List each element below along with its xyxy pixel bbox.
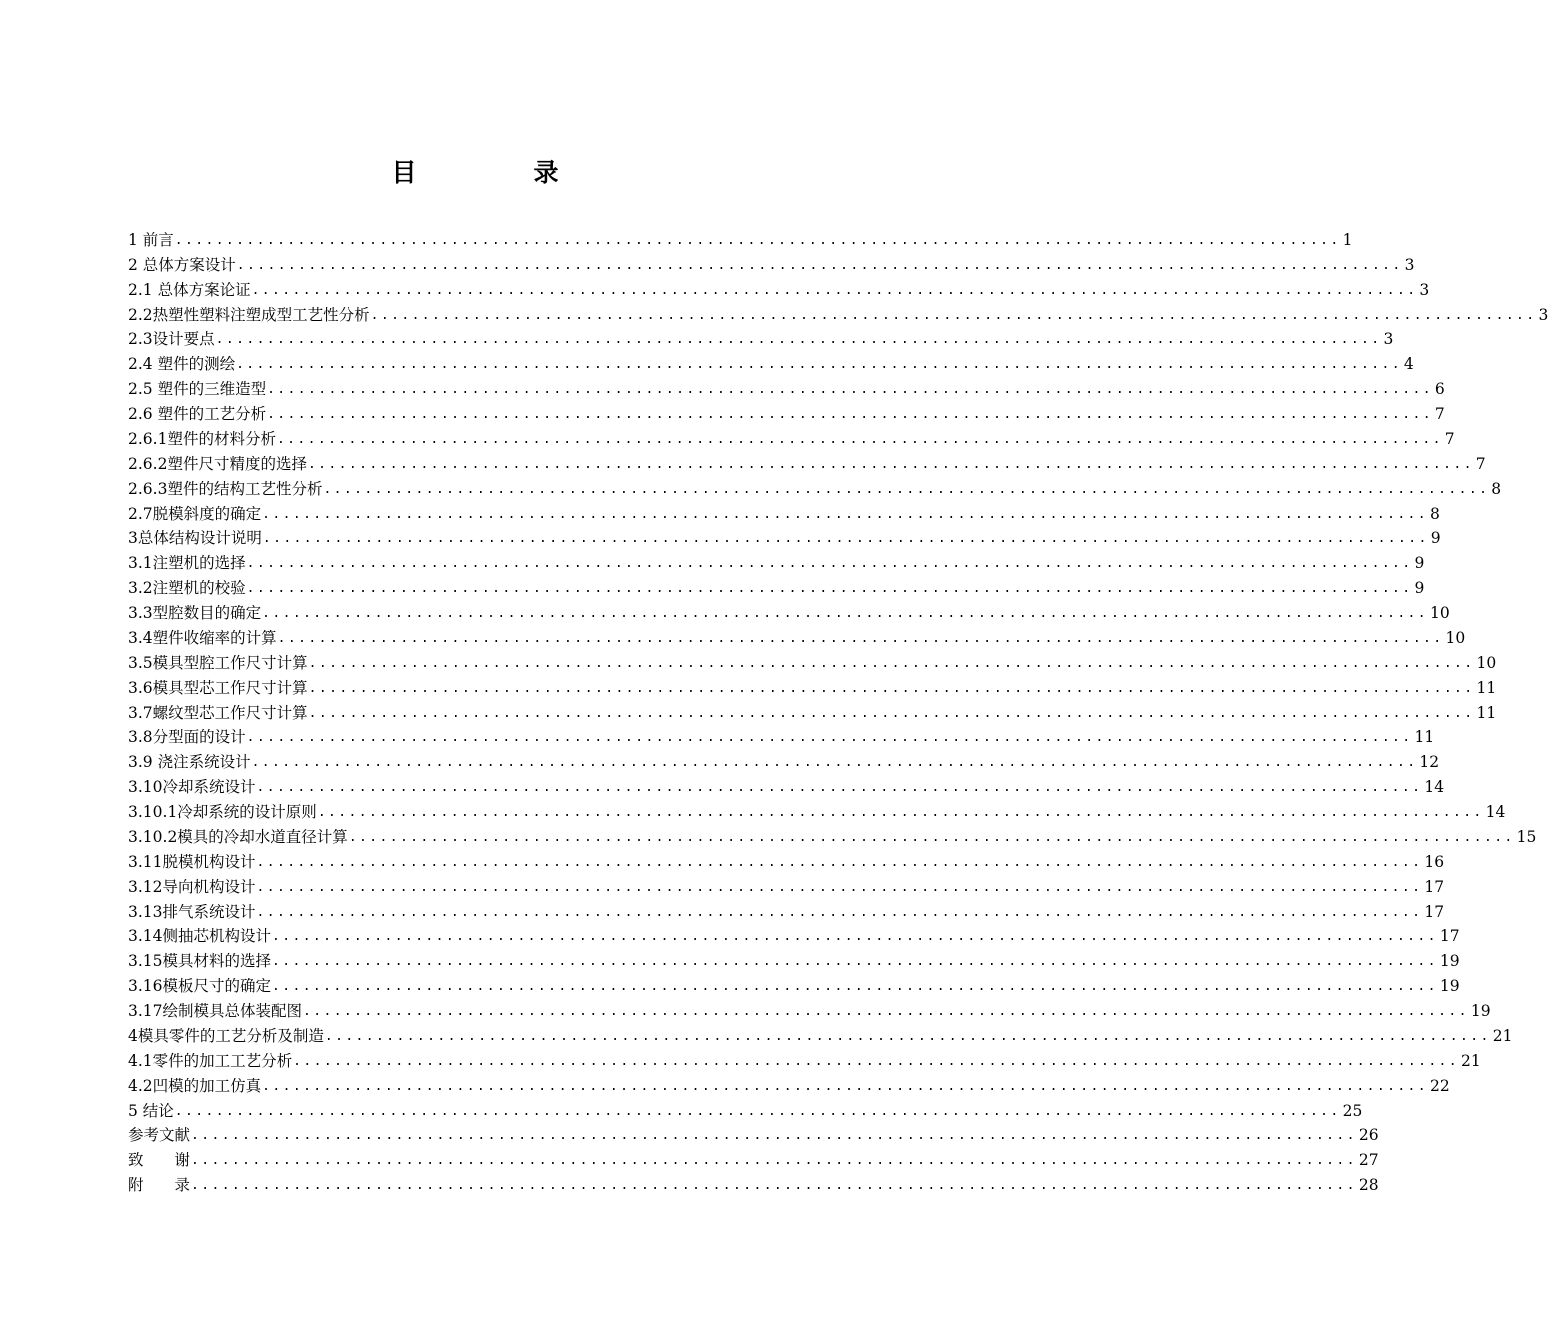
toc-entry — [128, 673, 1497, 698]
toc-dot-leader: .................................................................................................................. — [262, 1078, 1428, 1094]
toc-entry-label: 4.1零件的加工工艺分析 — [128, 1051, 293, 1070]
toc-dot-leader: .................................................................................................................. — [308, 680, 1475, 696]
toc-entry-label: 3.10冷却系统设计 — [128, 778, 256, 797]
toc-dot-leader: .................................................................................................................. — [317, 805, 1484, 820]
toc-dot-leader: .................................................................................................................. — [256, 780, 1423, 796]
toc-dot-leader: .................................................................................................................. — [251, 282, 1418, 298]
toc-dot-leader: .................................................................................................................. — [174, 232, 1341, 248]
toc-entry — [128, 349, 1414, 374]
toc-entry-label: 1 前言 — [128, 230, 174, 249]
toc-entry-label: 2.6 塑件的工艺分析 — [128, 405, 267, 423]
toc-entry-page-number: 19 — [1439, 977, 1460, 996]
table-of-contents — [128, 225, 1548, 1195]
toc-entry-page-number: 21 — [1492, 1026, 1513, 1045]
toc-dot-leader: .................................................................................................................. — [293, 1053, 1459, 1069]
toc-entry-label: 3.5模具型腔工作尺寸计算 — [128, 653, 308, 672]
toc-dot-leader: .................................................................................................................. — [323, 481, 1490, 497]
toc-entry-label: 2.7脱模斜度的确定 — [128, 504, 262, 523]
toc-entry-label: 3.10.2模具的冷却水道直径计算 — [128, 827, 348, 846]
toc-entry — [128, 573, 1425, 598]
toc-entry — [128, 374, 1445, 399]
toc-entry-label: 3.11脱模机构设计 — [128, 852, 256, 871]
toc-entry-label: 2.6.2塑件尺寸精度的选择 — [128, 454, 307, 473]
toc-entry-page-number: 7 — [1475, 454, 1486, 473]
toc-entry-page-number: 19 — [1439, 952, 1460, 971]
toc-entry — [128, 499, 1440, 524]
toc-entry-page-number: 11 — [1414, 728, 1435, 747]
toc-entry-label: 3.4塑件收缩率的计算 — [128, 628, 277, 647]
toc-dot-leader: .................................................................................................................. — [174, 1103, 1341, 1119]
toc-entry — [128, 548, 1425, 573]
toc-entry — [128, 524, 1441, 549]
toc-entry-label: 3.10.1冷却系统的设计原则 — [128, 803, 317, 821]
toc-entry-page-number: 9 — [1430, 529, 1441, 548]
toc-dot-leader: .................................................................................................................. — [303, 1004, 1469, 1019]
toc-entry — [128, 1046, 1481, 1071]
toc-entry — [128, 598, 1450, 623]
toc-entry-page-number: 3 — [1538, 305, 1548, 324]
toc-entry-label: 3.12导向机构设计 — [128, 877, 256, 896]
toc-entry-page-number: 28 — [1358, 1176, 1379, 1195]
toc-entry-label: 3.15模具材料的选择 — [128, 952, 272, 971]
toc-entry-page-number: 8 — [1430, 504, 1440, 523]
toc-entry-label: 3.6模具型芯工作尺寸计算 — [128, 678, 308, 697]
toc-entry — [128, 1096, 1363, 1121]
toc-entry-page-number: 4 — [1403, 355, 1414, 374]
toc-entry — [128, 897, 1445, 922]
toc-entry — [128, 971, 1460, 996]
toc-dot-leader: .................................................................................................................. — [236, 257, 1403, 273]
toc-entry-page-number: 3 — [1419, 280, 1430, 299]
toc-entry-page-number: 17 — [1424, 902, 1445, 921]
toc-entry — [128, 1145, 1379, 1170]
toc-entry-label: 参考文献 — [128, 1126, 191, 1145]
toc-dot-leader: .................................................................................................................. — [236, 357, 1402, 373]
toc-entry-label: 4.2凹模的加工仿真 — [128, 1076, 262, 1095]
toc-entry-label: 2.6.1塑件的材料分析 — [128, 429, 276, 448]
toc-entry-label: 2 总体方案设计 — [128, 255, 236, 274]
toc-dot-leader: .................................................................................................................. — [267, 407, 1433, 422]
toc-entry — [128, 225, 1353, 250]
toc-entry — [128, 1121, 1379, 1146]
toc-dot-leader: .................................................................................................................. — [191, 1153, 1357, 1169]
toc-entry-page-number: 12 — [1419, 753, 1440, 772]
toc-dot-leader: .................................................................................................................. — [256, 879, 1423, 895]
toc-entry-label: 2.5 塑件的三维造型 — [128, 380, 267, 399]
toc-dot-leader: .................................................................................................................. — [308, 655, 1475, 671]
toc-dot-leader: .................................................................................................................. — [370, 307, 1537, 323]
toc-entry-label: 3.13排气系统设计 — [128, 902, 256, 921]
toc-dot-leader: .................................................................................................................. — [262, 606, 1428, 621]
toc-entry-label: 2.3设计要点 — [128, 330, 215, 349]
toc-entry — [128, 723, 1435, 748]
toc-entry-page-number: 22 — [1430, 1076, 1450, 1095]
toc-entry-page-number: 27 — [1358, 1151, 1379, 1170]
toc-entry — [128, 922, 1460, 947]
toc-dot-leader: .................................................................................................................. — [277, 630, 1444, 646]
toc-dot-leader: .................................................................................................................. — [191, 1128, 1357, 1144]
toc-dot-leader: .................................................................................................................. — [272, 979, 1438, 995]
toc-entry-page-number: 1 — [1342, 230, 1353, 249]
toc-entry — [128, 772, 1445, 797]
toc-dot-leader: .................................................................................................................. — [251, 755, 1418, 771]
toc-entry-page-number: 19 — [1470, 1002, 1491, 1020]
toc-entry — [128, 474, 1502, 499]
toc-entry — [128, 747, 1440, 772]
toc-entry — [128, 325, 1394, 350]
toc-entry — [128, 946, 1460, 971]
toc-entry — [128, 996, 1491, 1021]
toc-entry-label: 3.16模板尺寸的确定 — [128, 977, 272, 996]
toc-entry-label: 附 录 — [128, 1176, 191, 1195]
toc-entry-page-number: 17 — [1424, 877, 1445, 896]
toc-entry — [128, 698, 1497, 723]
toc-entry-page-number: 10 — [1445, 628, 1466, 647]
toc-entry-page-number: 17 — [1439, 927, 1460, 946]
toc-entry — [128, 1071, 1450, 1096]
toc-entry-page-number: 26 — [1358, 1126, 1379, 1145]
toc-entry-page-number: 6 — [1434, 380, 1445, 399]
toc-entry — [128, 623, 1466, 648]
toc-entry — [128, 1021, 1513, 1046]
toc-entry-label: 3.1注塑机的选择 — [128, 554, 246, 573]
toc-entry-label: 3.14侧抽芯机构设计 — [128, 927, 272, 946]
toc-dot-leader: .................................................................................................................. — [262, 531, 1429, 547]
toc-entry-page-number: 11 — [1476, 678, 1497, 697]
toc-entry-page-number: 3 — [1404, 255, 1415, 274]
toc-entry-page-number: 8 — [1491, 479, 1502, 498]
toc-entry — [128, 275, 1430, 300]
toc-dot-leader: .................................................................................................................. — [246, 730, 1413, 746]
toc-dot-leader: .................................................................................................................. — [276, 431, 1443, 447]
toc-entry-label: 3.3型腔数目的确定 — [128, 604, 262, 622]
toc-entry-label: 3.2注塑机的校验 — [128, 579, 246, 598]
toc-entry-page-number: 7 — [1434, 405, 1445, 423]
toc-entry-label: 2.6.3塑件的结构工艺性分析 — [128, 479, 323, 498]
toc-entry-page-number: 9 — [1414, 554, 1425, 573]
toc-dot-leader: .................................................................................................................. — [272, 954, 1438, 970]
toc-entry-page-number: 25 — [1342, 1101, 1363, 1120]
toc-dot-leader: .................................................................................................................. — [262, 506, 1428, 522]
toc-entry-page-number: 14 — [1485, 803, 1506, 821]
toc-entry-label: 2.2热塑性塑料注塑成型工艺性分析 — [128, 305, 370, 324]
toc-entry-label: 3.7螺纹型芯工作尺寸计算 — [128, 703, 308, 722]
toc-title: 目 录 — [391, 158, 605, 187]
toc-entry-page-number: 10 — [1430, 604, 1450, 622]
toc-entry-page-number: 10 — [1476, 653, 1497, 672]
toc-entry — [128, 797, 1506, 822]
toc-dot-leader: .................................................................................................................. — [215, 332, 1382, 348]
toc-entry-label: 5 结论 — [128, 1101, 174, 1120]
toc-entry — [128, 449, 1486, 474]
toc-dot-leader: .................................................................................................................. — [246, 556, 1413, 572]
toc-entry-label: 致 谢 — [128, 1151, 191, 1170]
toc-dot-leader: .................................................................................................................. — [191, 1178, 1357, 1194]
toc-entry — [128, 822, 1537, 847]
toc-entry-label: 3总体结构设计说明 — [128, 529, 262, 548]
toc-entry — [128, 648, 1497, 673]
toc-entry-page-number: 21 — [1461, 1051, 1481, 1070]
toc-entry — [128, 847, 1445, 872]
toc-dot-leader: .................................................................................................................. — [256, 904, 1423, 920]
toc-entry-page-number: 3 — [1383, 330, 1394, 349]
toc-entry-page-number: 15 — [1516, 827, 1537, 846]
toc-entry-label: 3.9 浇注系统设计 — [128, 753, 251, 772]
toc-dot-leader: .................................................................................................................. — [348, 829, 1515, 845]
toc-entry-page-number: 9 — [1414, 579, 1425, 598]
toc-entry — [128, 300, 1548, 325]
toc-entry-page-number: 16 — [1424, 852, 1445, 871]
toc-dot-leader: .................................................................................................................. — [307, 456, 1474, 472]
toc-entry — [128, 1170, 1379, 1195]
toc-entry-label: 2.1 总体方案论证 — [128, 280, 251, 299]
toc-dot-leader: .................................................................................................................. — [267, 382, 1433, 398]
toc-entry-label: 4模具零件的工艺分析及制造 — [128, 1026, 324, 1045]
toc-entry-page-number: 7 — [1444, 429, 1455, 448]
toc-entry — [128, 399, 1445, 424]
toc-entry-page-number: 14 — [1424, 778, 1445, 797]
toc-dot-leader: .................................................................................................................. — [256, 854, 1423, 870]
toc-dot-leader: .................................................................................................................. — [272, 929, 1438, 945]
toc-entry — [128, 424, 1455, 449]
toc-dot-leader: .................................................................................................................. — [324, 1028, 1491, 1044]
toc-dot-leader: .................................................................................................................. — [308, 705, 1475, 721]
toc-dot-leader: .................................................................................................................. — [246, 581, 1413, 597]
toc-entry — [128, 250, 1415, 275]
toc-entry-page-number: 11 — [1476, 703, 1497, 722]
toc-entry-label: 3.17绘制模具总体装配图 — [128, 1002, 303, 1020]
toc-entry-label: 2.4 塑件的测绘 — [128, 355, 236, 374]
toc-entry — [128, 872, 1445, 897]
toc-entry-label: 3.8分型面的设计 — [128, 728, 246, 747]
